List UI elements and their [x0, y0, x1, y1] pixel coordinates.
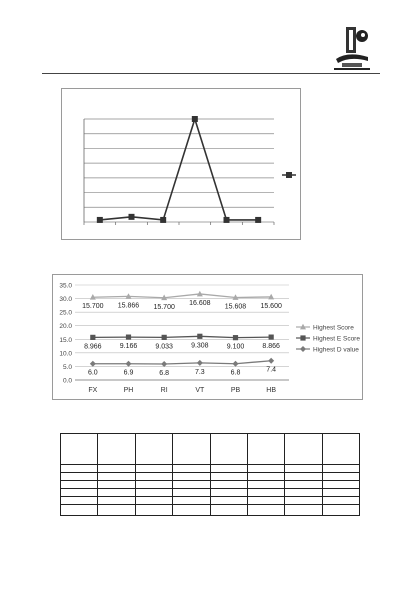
data-label: 6.9 — [123, 369, 134, 377]
chart-2 — [53, 275, 362, 399]
table-cell — [285, 497, 322, 505]
data-point — [97, 217, 103, 223]
data-point — [129, 214, 135, 220]
table-cell — [210, 497, 247, 505]
table-cell — [98, 497, 135, 505]
table-cell — [98, 481, 135, 489]
table-row — [61, 481, 360, 489]
data-point — [224, 217, 230, 223]
table-cell — [247, 489, 284, 497]
chart-1 — [62, 89, 300, 239]
table-cell — [210, 489, 247, 497]
table-cell — [210, 481, 247, 489]
x-tick-label: VT — [195, 387, 205, 394]
data-label: 9.166 — [119, 343, 138, 351]
data-point — [160, 217, 166, 223]
table-cell — [98, 489, 135, 497]
table-cell — [322, 473, 359, 481]
data-label: 6.8 — [159, 369, 170, 377]
table-cell — [98, 434, 135, 465]
x-tick-label: HB — [266, 387, 277, 394]
table-row — [61, 473, 360, 481]
table-cell — [285, 489, 322, 497]
data-point — [162, 335, 167, 340]
data-point — [233, 335, 238, 340]
table-cell — [135, 489, 172, 497]
table-cell — [135, 434, 172, 465]
series-line — [100, 119, 258, 220]
table-cell — [285, 473, 322, 481]
table-row — [61, 505, 360, 516]
table-cell — [61, 505, 98, 516]
table-cell — [135, 465, 172, 473]
chart-2-frame — [52, 274, 363, 400]
header-rule — [42, 73, 380, 74]
table-cell — [247, 481, 284, 489]
table-cell — [247, 434, 284, 465]
data-point — [255, 217, 261, 223]
table-cell — [210, 465, 247, 473]
data-point — [268, 358, 274, 364]
data-label: 15.866 — [117, 302, 140, 310]
legend-marker — [286, 172, 292, 178]
logo-emblem — [330, 23, 374, 73]
table-cell — [135, 505, 172, 516]
y-tick-label: 20.0 — [59, 323, 72, 331]
table-cell — [322, 489, 359, 497]
data-point — [197, 334, 202, 339]
table-cell — [247, 473, 284, 481]
data-label: 9.100 — [226, 343, 245, 351]
data-label: 6.0 — [87, 369, 98, 377]
table-cell — [322, 505, 359, 516]
data-label: 6.8 — [230, 369, 241, 377]
data-label: 8.966 — [84, 343, 102, 351]
table-cell — [285, 434, 322, 465]
table-cell — [173, 465, 210, 473]
data-label: 9.308 — [191, 342, 209, 350]
data-label: 9.033 — [155, 343, 173, 351]
table-cell — [61, 481, 98, 489]
y-tick-label: 10.0 — [59, 350, 72, 358]
data-point — [300, 335, 305, 340]
table-row — [61, 434, 360, 465]
legend-label: Highest D value — [313, 346, 359, 354]
series-line — [93, 336, 271, 337]
data-point — [197, 360, 203, 366]
table-cell — [173, 505, 210, 516]
table-cell — [98, 473, 135, 481]
data-point — [192, 116, 198, 122]
data-label: 7.4 — [266, 366, 277, 374]
table-cell — [98, 505, 135, 516]
table-cell — [322, 465, 359, 473]
table-cell — [247, 497, 284, 505]
table-cell — [61, 434, 98, 465]
series-line — [93, 294, 271, 298]
data-label: 15.608 — [224, 303, 247, 311]
table-cell — [322, 434, 359, 465]
table-cell — [135, 481, 172, 489]
table-cell — [247, 465, 284, 473]
table-cell — [135, 497, 172, 505]
legend-label: Highest E Score — [313, 335, 360, 343]
series-line — [93, 361, 271, 364]
table-cell — [173, 497, 210, 505]
data-point — [233, 361, 239, 367]
data-label: 7.3 — [194, 368, 205, 376]
y-tick-label: 15.0 — [59, 336, 72, 344]
y-tick-label: 35.0 — [59, 282, 72, 290]
x-tick-label: FX — [88, 387, 98, 394]
table-row — [61, 489, 360, 497]
table-cell — [173, 473, 210, 481]
chart-1-frame — [61, 88, 301, 240]
table-cell — [247, 505, 284, 516]
table-cell — [135, 473, 172, 481]
data-table — [60, 433, 360, 516]
table-cell — [173, 481, 210, 489]
table-cell — [210, 505, 247, 516]
x-tick-label: PH — [123, 387, 134, 394]
table-cell — [98, 465, 135, 473]
x-tick-label: PB — [230, 387, 241, 394]
data-point — [300, 346, 306, 352]
table-cell — [322, 481, 359, 489]
y-tick-label: 25.0 — [59, 309, 72, 317]
y-tick-label: 30.0 — [59, 296, 72, 304]
table-cell — [285, 465, 322, 473]
table-cell — [61, 497, 98, 505]
table-cell — [285, 505, 322, 516]
table-row — [61, 465, 360, 473]
data-point — [161, 361, 167, 367]
table-cell — [173, 489, 210, 497]
data-point — [90, 335, 95, 340]
data-label: 15.700 — [82, 303, 104, 311]
data-point — [126, 361, 132, 367]
table-cell — [322, 497, 359, 505]
data-point — [126, 335, 131, 340]
table-cell — [210, 434, 247, 465]
legend-label: Highest Score — [313, 324, 354, 332]
data-label: 15.600 — [260, 302, 282, 310]
table-cell — [61, 489, 98, 497]
table-cell — [285, 481, 322, 489]
table-cell — [210, 473, 247, 481]
table-cell — [61, 465, 98, 473]
data-label: 16.608 — [189, 299, 211, 307]
y-tick-label: 0.0 — [62, 377, 72, 385]
data-point — [269, 335, 274, 340]
x-tick-label: RI — [160, 387, 168, 394]
table-cell — [173, 434, 210, 465]
y-tick-label: 5.0 — [62, 363, 72, 371]
table-cell — [61, 473, 98, 481]
data-label: 15.700 — [153, 303, 175, 311]
data-point — [90, 361, 96, 367]
data-label: 8.866 — [262, 343, 280, 351]
table-row — [61, 497, 360, 505]
